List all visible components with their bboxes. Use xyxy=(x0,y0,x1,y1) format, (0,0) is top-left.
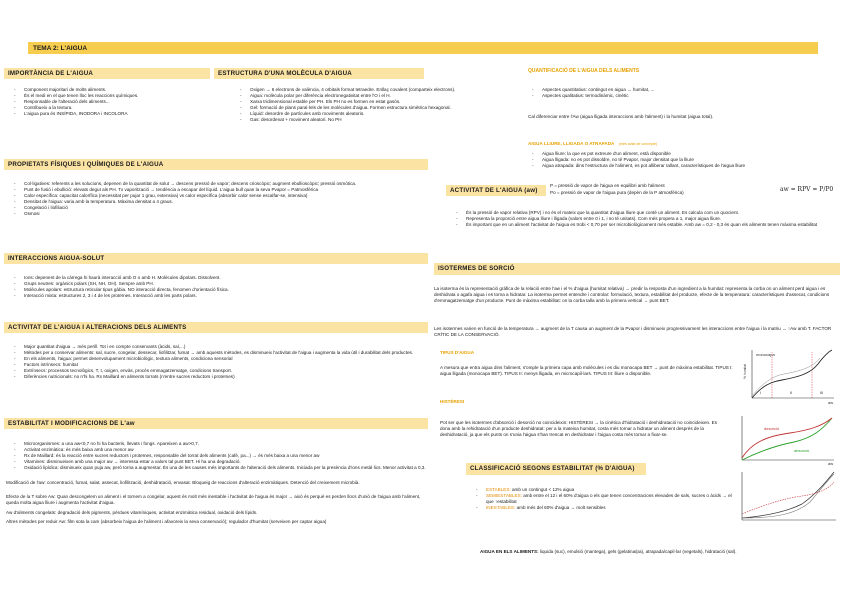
classificacio-tag: INESTABLES: xyxy=(486,505,516,510)
tipus-aigua-heading: TIPUS D'AIGUA xyxy=(440,350,475,355)
list-item: - Molècules apolars: estructura reticular tipus gàbia. NO interacció directa, fenomen d'orientació física. xyxy=(14,287,438,293)
list-item: - Microorganismes: a una aw<0,7 no hi ha bacteris, llevats i fongs. Apareixen a aw>0,7. xyxy=(14,441,438,447)
list-item: - Calor específica: capacitat calorífica (necessitat per pujar 1 grau, extensiva) vs calor específica (absorbir calor sense escalfar-se, intensiva) xyxy=(14,193,438,199)
section-interaccions-heading: INTERACCIONS AIGUA-SOLUT xyxy=(4,253,428,264)
chart1-label-iii: III xyxy=(820,390,824,395)
classificacio-tag: ESTABLES: xyxy=(486,487,511,492)
list-item: - Vitamines: disminueixen amb una major aw → interessa estar a valors tal punt BET. Hi ha una degradació. xyxy=(14,459,438,465)
alteracions-list xyxy=(4,344,438,380)
stability-chart xyxy=(736,468,840,526)
def-p0: Po = pressió de vapor de l'aigua pura (depèn de la P atmosfèrica) xyxy=(550,190,684,195)
isotermes-paragraph-1: La isoterma és la representació gràfica de la relació entre l'aw i el % d'aigua (humitat relativa) → predir la resposta d'un ingredient a la humitat: representa la corba on un aliment perd aigua i es deshidrata o agafa aigua i es torna a hidratar. La isoterma permet entendre i controlar: formulació, textura, estabilitat del producte, efecte de la temperatura: característiques d'assecat, condicions d'emmagatzematge d'un producte. Punt de màxima estabilitat: on la corba talla amb la primera vertical → punt BET. xyxy=(434,286,830,303)
aigua-lliure-note: (més aviat de concepte) xyxy=(618,142,658,146)
list-item: - Aigua lligada: no es pot dissoldre, no té Pvapor, major densitat que la lliure xyxy=(532,157,842,163)
interaccions-list xyxy=(4,275,438,299)
list-item: - Aigua: molècula polar per diferència electronegativitat entre l'O i el H. xyxy=(240,93,514,99)
list-item: - Ions: depenent de la càrrega hi haurà interacció amb O o amb H. Molècules dipolars. Dissolvent. xyxy=(14,275,438,281)
estabilitat-list xyxy=(4,441,438,471)
importancia-list xyxy=(4,87,220,117)
list-item: - Responsable de l'alteració dels aliments... xyxy=(14,99,220,105)
chart1-label-ii: II xyxy=(790,390,793,395)
estructura-list xyxy=(230,87,514,123)
list-item: - Densitat de l'aigua: varia amb la temperatura. Màxima densitat a 4 graus. xyxy=(14,199,438,205)
section-isotermes-heading: ISOTERMES DE SORCIÓ xyxy=(434,263,840,275)
list-item: - Oxigen → 6 electrons de valència, 4 orbitals format tetraedre. Enllaç covalent (comparteix electrons). xyxy=(240,87,514,93)
estabilitat-paragraph-4: Altres mètodes per reduir Aw: film sota la cam (absorbeix l'aigua de l'aliment i afavoreix la seva conservació); regulador d'humitat (serveixen per captar aigua) xyxy=(6,519,327,524)
list-item: - Interacció mixta: estructures 2, 3 i 4 de les proteïnes. Interacció amb les parts polars. xyxy=(14,293,438,299)
quantificacio-list xyxy=(522,87,842,99)
list-item: - Col·ligatives: referents a les solucions, depenen de la quantitat de solut → descens pressió de vapor; descens crioscòpic; augment ebullioscòpic; pressió osmòtica. xyxy=(14,181,438,187)
list-item: - Major quantitat d'aigua → més perill. Tot i en compte conservants (àcids, sal,...) xyxy=(14,344,438,350)
aigua-aliments-footer xyxy=(480,549,840,555)
section-classificacio-heading: CLASSIFICACIÓ SEGONS ESTABILITAT (% D'AIGUA) xyxy=(466,463,646,475)
list-item: - Activitat enzimàtica: és més baixa amb una menor aw xyxy=(14,447,438,453)
chart2-label-absorcio: absorció xyxy=(794,448,810,453)
list-item: - Representa la proporció entre aigua lliure i lligada (valors entre 0 i 1, i no té unitats). Com més propera a 1, major aigua lliure. xyxy=(456,216,848,222)
list-item: - Aspectes quantitatius: contingut en aigua → humitat, ... xyxy=(532,87,842,93)
aigua-lliure-heading-row xyxy=(528,132,838,150)
section-alteracions-heading: ACTIVITAT DE L'AIGUA I ALTERACIONS DELS ALIMENTS xyxy=(4,322,428,333)
list-item: - Factors intrínsecs: humitat xyxy=(14,362,438,368)
list-item: - Contribueix a la textura. xyxy=(14,105,220,111)
chart1-label-i: I xyxy=(760,390,762,395)
estabilitat-paragraph-1: Modificació de l'aw: concentració, fumat, salat, assecat, liofilització, deshidratació, envasat. Bloqueig de reaccions d'alteració enzimàtiques. Detenció del creixement microbià. xyxy=(6,480,360,485)
list-item xyxy=(476,505,738,511)
list-item: - Punt de fusió i ebullició: elevats degut als PH. Tx vaporització → tendència a escapar del líquid. L'aigua bull quan la seva Pvapor = Patmosfèrica xyxy=(14,187,438,193)
section-propietats-heading: PROPIETATS FÍSIQUES I QUÍMIQUES DE L'AIGUA xyxy=(4,159,428,170)
activitat-list xyxy=(446,210,848,228)
list-item: - Component majoritari de molts aliments. xyxy=(14,87,220,93)
propietats-list xyxy=(4,181,438,217)
aigua-aliments-tag: AIGUA EN ELS ALIMENTS: xyxy=(480,549,539,554)
section-importancia-heading: IMPORTÀNCIA DE L'AIGUA xyxy=(4,68,210,79)
aigua-aliments-text: liquida (suc), emulsió (mantega), gels (gelatina/pa), atrapada/capil·lar (vegetals), hidratació (sal). xyxy=(539,549,737,554)
section-estructura-heading: ESTRUCTURA D'UNA MOLÈCULA D'AIGUA xyxy=(214,68,424,79)
aigua-lliure-list xyxy=(522,151,842,169)
list-item: - Extrínsecs: processos tecnològics, T, t, oxigen, envàs, procés emmagatzematge, condicions transport. xyxy=(14,368,438,374)
list-item: - Congelació i liofiliació xyxy=(14,205,438,211)
isotermes-paragraph-2: Les isotermes varien en funció de la temperatura → augment de la T causa un augment de la Pvapor i disminueix progressivament les interaccions entre l'aigua i la matriu → ↑Aw amb T. FACTOR CRÍTIC DE LA CONSERVACIÓ. xyxy=(434,326,832,337)
chart2-label-desorcio: desorció xyxy=(764,426,780,431)
classificacio-tag: SEMIESTABLES: xyxy=(486,493,522,498)
isotherm-chart xyxy=(742,346,840,406)
classificacio-text: amb entre el 12 i el 60% d'aigua o els que tenen concentracions elevades de sals, sucres o àcids → el que ↑estabilitat xyxy=(486,493,732,504)
tipus-aigua-text: A mesura que entra aigua dins l'aliment, s'omple la primera capa amb molècules i es diu monocapa BET → punt de màxima estabilitat. TIPUS I: aigua lligada (monocapa BET). TIPUS II: menys lligada, en microcapil·lars. TIPUS III: lliure o disponible. xyxy=(440,365,733,376)
list-item: - Rx de Maillard: és la reacció entre sucres reductors i proteïnes, responsable del torrat dels aliments (cafè, pa...) → és més baixa a una menor aw xyxy=(14,453,438,459)
section-quantificacio-heading: QUANTIFICACIÓ DE L'AIGUA DELS ALIMENTS xyxy=(528,68,640,74)
list-item: - És important que en un aliment l'activitat de l'aigua es trobi < 0,70 per ser microbiològicament més estable. Amb aw = 0,2 - 0,3 és quan els aliments tenen màxima estabilitat xyxy=(456,222,848,228)
list-item: - Xarxa tridimensional estable per PH. Els PH no es formen en estat gasós. xyxy=(240,99,514,105)
list-item: - Gel: formació de plans paral·lels de les molècules d'aigua. Formen estructura simètrica hexagonal. xyxy=(240,105,514,111)
list-item: - Diferències nutricionals: no n'hi ha. Rx Maillard en aliments torrats (n'entre sucres reductors i proteïnes) xyxy=(14,374,438,380)
list-item: - Mètodes per a conservar aliments: sal, sucre, congelar, dessecar, liofilitzar, fumat → amb aquests mètodes, es disminueix l'activitat de l'aigua i augmenta la vida útil i durabilitat dels productes. xyxy=(14,350,438,356)
list-item: - És el medi en el que tenen lloc les reaccions químiques. xyxy=(14,93,220,99)
classificacio-list xyxy=(466,487,738,511)
list-item: - És la pressió de vapor relativa (RPV) i no és el mateix que la quantitat d'aigua lliure que conté un aliment. Es calcula com un quocient. xyxy=(456,210,848,216)
chart1-label-monocapa: monocapa xyxy=(756,352,775,357)
estabilitat-paragraph-2: Efecte de la T sobre Aw: Quan descongelem un aliment i el tornem a congelar, aquest és molt més inestable i l'activitat de l'aigua és major → això és perquè es perden llocs d'unió de l'aigua amb l'aliment, queda molta aigua lliure i augmenta l'activitat d'aigua. xyxy=(6,494,421,505)
chart1-label-aw: aw xyxy=(828,400,834,405)
list-item: - Osmosi xyxy=(14,211,438,217)
histeresi-text: Pot ser que les isotermes d'absorció i desorció no coincideixin: HISTÈRESI → la cinètica d'hidratació i deshidratació no coincideixen. Es dona amb la rehidratació d'un producte deshidratat: per a la mateixa humitat, costa més tornar a hidratar un aliment després de la deshidratació, ja que els punts on s'unia l'aigua s'han trencat en deshidratar i l'aigua costa més tornar a fixar-se. xyxy=(440,420,718,437)
list-item: - Oxidació lipídica: disminueix quan puja aw, però torna a augmentar. És una de les causes més importants de l'alteració dels aliments. Iniciada per la presència d'ions metàl·lics. Menor activitat a 0,3. xyxy=(14,465,438,471)
classificacio-text: amb un contingut < 12% aigua xyxy=(511,487,575,492)
list-item: - En els aliments, l'aigua: permet desenvolupament microbiològic, textura aliments, condiciona sensorial xyxy=(14,356,438,362)
chart1-label-humitat: % humitat xyxy=(743,363,747,379)
def-p: P = pressió de vapor de l'aigua en equilibri amb l'aliment xyxy=(550,183,665,188)
list-item: - Gas: desordenat + moviment aleatori. No PH xyxy=(240,117,514,123)
section-estabilitat-heading: ESTABILITAT I MODIFICACIONS DE L'aw xyxy=(4,418,428,429)
page-title: TEMA 2: L'AIGUA xyxy=(28,42,818,54)
histeresi-heading: HISTÈRESI xyxy=(440,399,465,404)
quantificacio-note: Cal diferenciar entre l'Aw (aigua lligada interaccions amb l'aliment) i la humitat (aigua total). xyxy=(528,114,714,119)
list-item: - Líquid: desordre de partícules amb moviments aleatoris. xyxy=(240,111,514,117)
aigua-lliure-heading: AIGUA LLIURE, LLIGADA O ATRAPADA xyxy=(528,141,615,146)
section-activitat-heading: ACTIVITAT DE L'AIGUA (aw) xyxy=(446,185,546,196)
list-item: - Aspectes qualitatius: termodinàmic, cinètic xyxy=(532,93,842,99)
list-item: - Grups neutres: orgànics polars (SH, NH, OH). Sempre amb PH. xyxy=(14,281,438,287)
list-item: - L'aigua pura és INSÍPIDA, INODORA i INCOLORA xyxy=(14,111,220,117)
list-item: - Aigua lliure: la que es pot extreure d'un aliment, està disponible xyxy=(532,151,842,157)
classificacio-text: amb més del 60% d'aigua → molt sensibles xyxy=(516,505,606,510)
list-item xyxy=(476,493,738,505)
estabilitat-paragraph-3: Aw d'aliments congelats: degradació dels pigments, pèrdues vitamíniques, activitat enzimàtica residual, oxidació dels lípids. xyxy=(6,510,258,515)
hysteresis-chart xyxy=(734,412,840,466)
chart2-label-aw: aw xyxy=(828,461,834,466)
aw-formula: aw = RPV = P/P0 xyxy=(780,186,834,193)
list-item: - Aigua atrapada: dins l'estructura de l'aliment, es pot alliberar tallant, característiques de l'aigua lliure xyxy=(532,163,842,169)
